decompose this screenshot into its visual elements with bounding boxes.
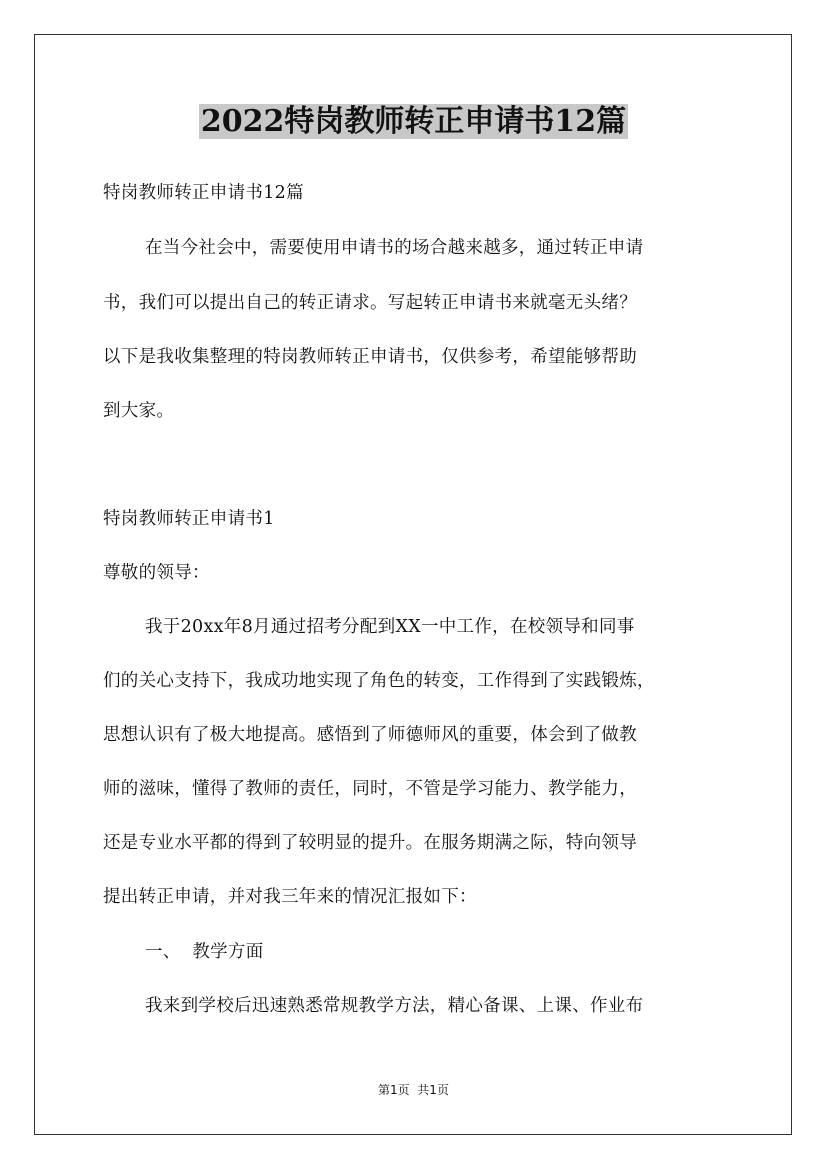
intro-line-3: 以下是我收集整理的特岗教师转正申请书，仅供参考，希望能够帮助 <box>103 347 637 367</box>
body-line-7: 我来到学校后迅速熟悉常规教学方法，精心备课、上课、作业布 <box>145 996 644 1016</box>
section-heading: 特岗教师转正申请书1 <box>103 509 275 529</box>
intro-line-4: 到大家。 <box>103 401 175 421</box>
body-line-1: 我于20xx年8月通过招考分配到XX一中工作，在校领导和同事 <box>145 617 635 637</box>
intro-line-2: 书，我们可以提出自己的转正请求。写起转正申请书来就毫无头绪？ <box>103 293 637 313</box>
intro-line-1: 在当今社会中，需要使用申请书的场合越来越多，通过转正申请 <box>145 238 644 258</box>
document-subtitle: 特岗教师转正申请书12篇 <box>103 183 304 203</box>
body-line-5: 还是专业水平都的得到了较明显的提升。在服务期满之际，特向领导 <box>103 833 637 853</box>
body-line-2: 们的关心支持下，我成功地实现了角色的转变，工作得到了实践锻炼， <box>103 671 655 691</box>
document-title: 2022特岗教师转正申请书12篇 <box>200 104 627 139</box>
page-footer: 第1页 共1页 <box>378 1083 449 1097</box>
salutation: 尊敬的领导： <box>103 563 210 583</box>
subsection-heading: 一、 教学方面 <box>145 942 264 962</box>
body-line-6: 提出转正申请，并对我三年来的情况汇报如下： <box>103 887 477 907</box>
body-line-4: 师的滋味，懂得了教师的责任，同时，不管是学习能力、教学能力， <box>103 779 637 799</box>
body-line-3: 思想认识有了极大地提高。感悟到了师德师风的重要，体会到了做教 <box>103 725 637 745</box>
